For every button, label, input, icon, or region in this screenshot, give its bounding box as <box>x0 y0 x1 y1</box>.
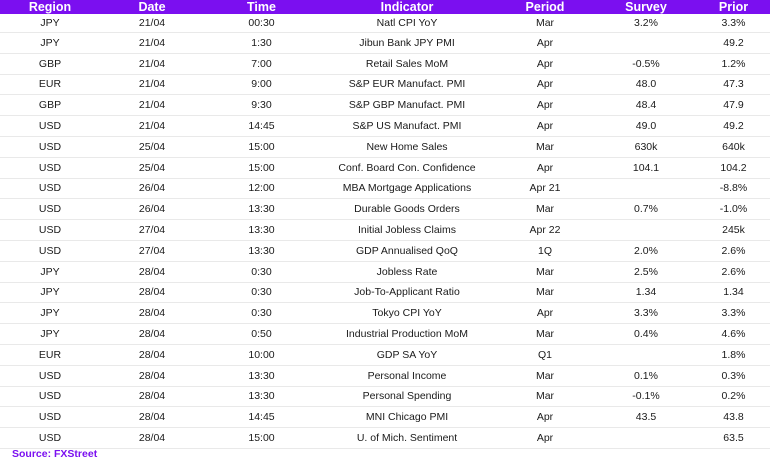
cell-period: Apr 22 <box>495 220 595 241</box>
cell-period: Mar <box>495 199 595 220</box>
cell-period: Q1 <box>495 344 595 365</box>
cell-prior: 47.3 <box>697 74 770 95</box>
cell-survey: 48.4 <box>595 95 697 116</box>
cell-period: Mar <box>495 14 595 33</box>
cell-time: 14:45 <box>204 407 319 428</box>
cell-region: JPY <box>0 33 100 54</box>
cell-indicator: Job-To-Applicant Ratio <box>319 282 495 303</box>
cell-prior: 1.8% <box>697 344 770 365</box>
column-header-time: Time <box>204 0 319 14</box>
cell-indicator: MNI Chicago PMI <box>319 407 495 428</box>
cell-date: 21/04 <box>100 74 204 95</box>
cell-time: 00:30 <box>204 14 319 33</box>
cell-period: Apr <box>495 116 595 137</box>
cell-region: USD <box>0 407 100 428</box>
cell-date: 21/04 <box>100 95 204 116</box>
cell-period: Mar <box>495 386 595 407</box>
cell-prior: 0.2% <box>697 386 770 407</box>
cell-date: 21/04 <box>100 33 204 54</box>
table-row <box>0 428 770 449</box>
cell-survey: 0.4% <box>595 324 697 345</box>
cell-prior: 104.2 <box>697 157 770 178</box>
cell-indicator: GDP SA YoY <box>319 344 495 365</box>
cell-time: 15:00 <box>204 157 319 178</box>
table-row <box>0 178 770 199</box>
cell-region: USD <box>0 365 100 386</box>
cell-region: EUR <box>0 344 100 365</box>
cell-period: Apr <box>495 53 595 74</box>
cell-survey: 49.0 <box>595 116 697 137</box>
cell-period: 1Q <box>495 240 595 261</box>
column-header-prior: Prior <box>697 0 770 14</box>
cell-period: Apr <box>495 74 595 95</box>
cell-date: 28/04 <box>100 282 204 303</box>
cell-time: 13:30 <box>204 240 319 261</box>
table-row <box>0 220 770 241</box>
table-body <box>0 14 770 448</box>
cell-region: USD <box>0 220 100 241</box>
cell-indicator: Jibun Bank JPY PMI <box>319 33 495 54</box>
cell-region: USD <box>0 199 100 220</box>
column-header-period: Period <box>495 0 595 14</box>
cell-date: 21/04 <box>100 53 204 74</box>
cell-date: 26/04 <box>100 199 204 220</box>
cell-time: 15:00 <box>204 428 319 449</box>
cell-region: USD <box>0 428 100 449</box>
table-row <box>0 53 770 74</box>
cell-survey: 104.1 <box>595 157 697 178</box>
cell-indicator: New Home Sales <box>319 136 495 157</box>
cell-indicator: Durable Goods Orders <box>319 199 495 220</box>
cell-survey: 43.5 <box>595 407 697 428</box>
cell-region: USD <box>0 240 100 261</box>
cell-prior: 2.6% <box>697 261 770 282</box>
table-row <box>0 116 770 137</box>
cell-time: 7:00 <box>204 53 319 74</box>
cell-period: Mar <box>495 136 595 157</box>
cell-prior: 2.6% <box>697 240 770 261</box>
cell-date: 27/04 <box>100 220 204 241</box>
column-header-survey: Survey <box>595 0 697 14</box>
cell-date: 28/04 <box>100 261 204 282</box>
cell-survey: -0.5% <box>595 53 697 74</box>
table-row <box>0 95 770 116</box>
table-header-row <box>0 0 770 14</box>
table-row <box>0 344 770 365</box>
cell-region: USD <box>0 136 100 157</box>
cell-prior: 49.2 <box>697 116 770 137</box>
cell-time: 10:00 <box>204 344 319 365</box>
cell-region: JPY <box>0 303 100 324</box>
cell-survey: 2.0% <box>595 240 697 261</box>
cell-indicator: Personal Income <box>319 365 495 386</box>
table-row <box>0 282 770 303</box>
cell-prior: 4.6% <box>697 324 770 345</box>
cell-indicator: Retail Sales MoM <box>319 53 495 74</box>
cell-indicator: MBA Mortgage Applications <box>319 178 495 199</box>
cell-time: 1:30 <box>204 33 319 54</box>
cell-period: Mar <box>495 365 595 386</box>
cell-time: 13:30 <box>204 199 319 220</box>
cell-prior: 47.9 <box>697 95 770 116</box>
table-row <box>0 199 770 220</box>
cell-period: Apr <box>495 33 595 54</box>
cell-indicator: Industrial Production MoM <box>319 324 495 345</box>
table-row <box>0 365 770 386</box>
cell-prior: 245k <box>697 220 770 241</box>
cell-survey <box>595 33 697 54</box>
cell-period: Mar <box>495 324 595 345</box>
cell-period: Apr <box>495 407 595 428</box>
cell-prior: 1.2% <box>697 53 770 74</box>
cell-period: Apr <box>495 303 595 324</box>
cell-region: EUR <box>0 74 100 95</box>
cell-date: 28/04 <box>100 344 204 365</box>
cell-survey: 630k <box>595 136 697 157</box>
cell-survey: -0.1% <box>595 386 697 407</box>
cell-time: 0:30 <box>204 282 319 303</box>
cell-date: 28/04 <box>100 324 204 345</box>
cell-region: JPY <box>0 282 100 303</box>
cell-survey <box>595 344 697 365</box>
cell-prior: 49.2 <box>697 33 770 54</box>
cell-prior: 63.5 <box>697 428 770 449</box>
cell-indicator: Jobless Rate <box>319 261 495 282</box>
cell-date: 28/04 <box>100 386 204 407</box>
cell-time: 9:00 <box>204 74 319 95</box>
table-row <box>0 240 770 261</box>
cell-region: USD <box>0 386 100 407</box>
table-row <box>0 303 770 324</box>
cell-period: Mar <box>495 261 595 282</box>
cell-date: 21/04 <box>100 116 204 137</box>
table-row <box>0 136 770 157</box>
cell-region: USD <box>0 157 100 178</box>
cell-period: Apr <box>495 95 595 116</box>
table-row <box>0 407 770 428</box>
table-row <box>0 324 770 345</box>
cell-survey: 3.3% <box>595 303 697 324</box>
table-row <box>0 33 770 54</box>
cell-prior: 1.34 <box>697 282 770 303</box>
cell-survey: 0.7% <box>595 199 697 220</box>
cell-region: JPY <box>0 324 100 345</box>
table-row <box>0 14 770 33</box>
cell-time: 0:30 <box>204 303 319 324</box>
cell-period: Mar <box>495 282 595 303</box>
cell-prior: 3.3% <box>697 14 770 33</box>
cell-survey <box>595 220 697 241</box>
table-row <box>0 386 770 407</box>
cell-date: 25/04 <box>100 136 204 157</box>
cell-date: 28/04 <box>100 428 204 449</box>
cell-indicator: S&P GBP Manufact. PMI <box>319 95 495 116</box>
cell-period: Apr 21 <box>495 178 595 199</box>
cell-survey: 2.5% <box>595 261 697 282</box>
cell-indicator: U. of Mich. Sentiment <box>319 428 495 449</box>
cell-survey: 48.0 <box>595 74 697 95</box>
column-header-date: Date <box>100 0 204 14</box>
cell-time: 0:50 <box>204 324 319 345</box>
cell-date: 25/04 <box>100 157 204 178</box>
cell-survey: 3.2% <box>595 14 697 33</box>
cell-indicator: Natl CPI YoY <box>319 14 495 33</box>
cell-time: 9:30 <box>204 95 319 116</box>
cell-date: 28/04 <box>100 303 204 324</box>
cell-date: 28/04 <box>100 407 204 428</box>
cell-time: 14:45 <box>204 116 319 137</box>
cell-region: JPY <box>0 14 100 33</box>
cell-region: GBP <box>0 53 100 74</box>
table-row <box>0 261 770 282</box>
cell-period: Apr <box>495 157 595 178</box>
cell-date: 27/04 <box>100 240 204 261</box>
column-header-indicator: Indicator <box>319 0 495 14</box>
cell-time: 13:30 <box>204 365 319 386</box>
cell-region: JPY <box>0 261 100 282</box>
cell-region: USD <box>0 116 100 137</box>
cell-indicator: Tokyo CPI YoY <box>319 303 495 324</box>
cell-survey: 0.1% <box>595 365 697 386</box>
cell-prior: -1.0% <box>697 199 770 220</box>
cell-period: Apr <box>495 428 595 449</box>
table-row <box>0 157 770 178</box>
cell-indicator: GDP Annualised QoQ <box>319 240 495 261</box>
cell-indicator: Personal Spending <box>319 386 495 407</box>
cell-prior: 640k <box>697 136 770 157</box>
cell-indicator: S&P US Manufact. PMI <box>319 116 495 137</box>
cell-date: 21/04 <box>100 14 204 33</box>
cell-region: USD <box>0 178 100 199</box>
column-header-region: Region <box>0 0 100 14</box>
cell-indicator: Initial Jobless Claims <box>319 220 495 241</box>
cell-prior: 3.3% <box>697 303 770 324</box>
cell-region: GBP <box>0 95 100 116</box>
cell-indicator: Conf. Board Con. Confidence <box>319 157 495 178</box>
cell-prior: 0.3% <box>697 365 770 386</box>
cell-prior: 43.8 <box>697 407 770 428</box>
source-note: Source: FXStreet <box>12 448 98 460</box>
cell-survey: 1.34 <box>595 282 697 303</box>
cell-survey <box>595 428 697 449</box>
cell-date: 26/04 <box>100 178 204 199</box>
cell-date: 28/04 <box>100 365 204 386</box>
cell-time: 13:30 <box>204 220 319 241</box>
cell-time: 15:00 <box>204 136 319 157</box>
cell-prior: -8.8% <box>697 178 770 199</box>
cell-time: 0:30 <box>204 261 319 282</box>
cell-time: 12:00 <box>204 178 319 199</box>
table-row <box>0 74 770 95</box>
cell-time: 13:30 <box>204 386 319 407</box>
cell-indicator: S&P EUR Manufact. PMI <box>319 74 495 95</box>
cell-survey <box>595 178 697 199</box>
